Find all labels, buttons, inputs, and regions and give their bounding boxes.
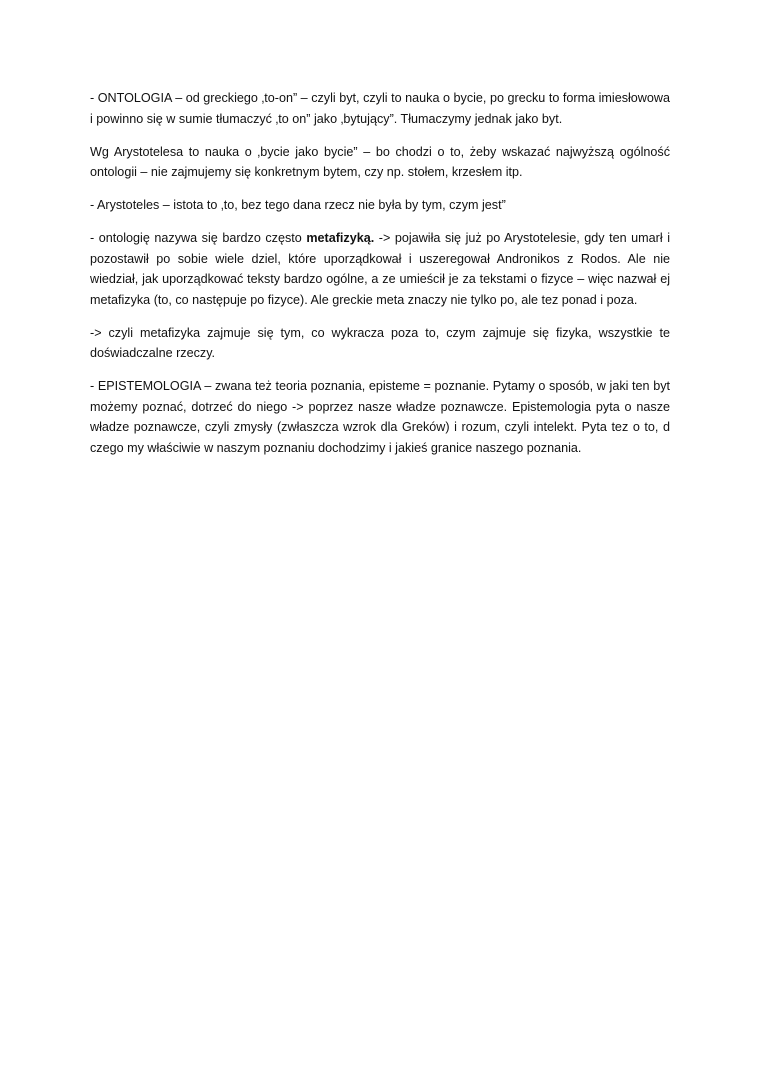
paragraph-arystoteles-definition: Wg Arystotelesa to nauka o ‚bycie jako bycie” – bo chodzi o to, żeby wskazać najwyższą ogólność ontologii – nie zajmujemy się konkretnym bytem, czy np. stołem, krzesłem itp. xyxy=(90,144,670,179)
metafizyka-term: metafizyką. xyxy=(306,231,375,245)
paragraph-metafizyka-intro: - ontologię nazywa się bardzo często xyxy=(90,231,307,245)
document-body xyxy=(90,88,670,471)
paragraph-epistemologia: - EPISTEMOLOGIA – zwana też teoria poznania, episteme = poznanie. Pytamy o sposób, w jaki ten byt możemy poznać, dotrzeć do niego -> poprzez nasze władze poznawcze. Epistemologia pyta o nasze władze poznawcze, czyli zmysły (zwłaszcza wzrok dla Greków) i rozum, czyli intelekt. Pyta tez o to, d czego my właściwie w naszym poznaniu dochodzimy i jakieś granice naszego poznania. xyxy=(90,379,670,455)
paragraph-arystoteles-essence: - Arystoteles – istota to ‚to, bez tego dana rzecz nie była by tym, czym jest” xyxy=(90,198,506,212)
paragraph-metafizyka-rest: -> pojawiła się już po Arystotelesie, gdy ten umarł i pozostawił po sobie wiele dziel, które uporządkował i uszeregował Andronikos z Rodos. Ale nie wiedział, jak uporządkować teksty bardzo ogólne, a ze umieścił je za tekstami o fizyce – więc nazwał ej metafizyka (to, co następuje po fizyce). Ale greckie meta znaczy nie tylko po, ale tez ponad i poza. xyxy=(90,231,670,307)
paragraph-metafizyka-scope: -> czyli metafizyka zajmuje się tym, co wykracza poza to, czym zajmuje się fizyka, wszystkie te doświadczalne rzeczy. xyxy=(90,325,670,360)
paragraph-metafizyka xyxy=(90,228,670,310)
paragraph-ontologia: - ONTOLOGIA – od greckiego ‚to-on” – czyli byt, czyli to nauka o bycie, po grecku to forma imiesłowowa i powinno się w sumie tłumaczyć ‚to on” jako ‚bytujący”. Tłumaczymy jednak jako byt. xyxy=(90,91,670,126)
